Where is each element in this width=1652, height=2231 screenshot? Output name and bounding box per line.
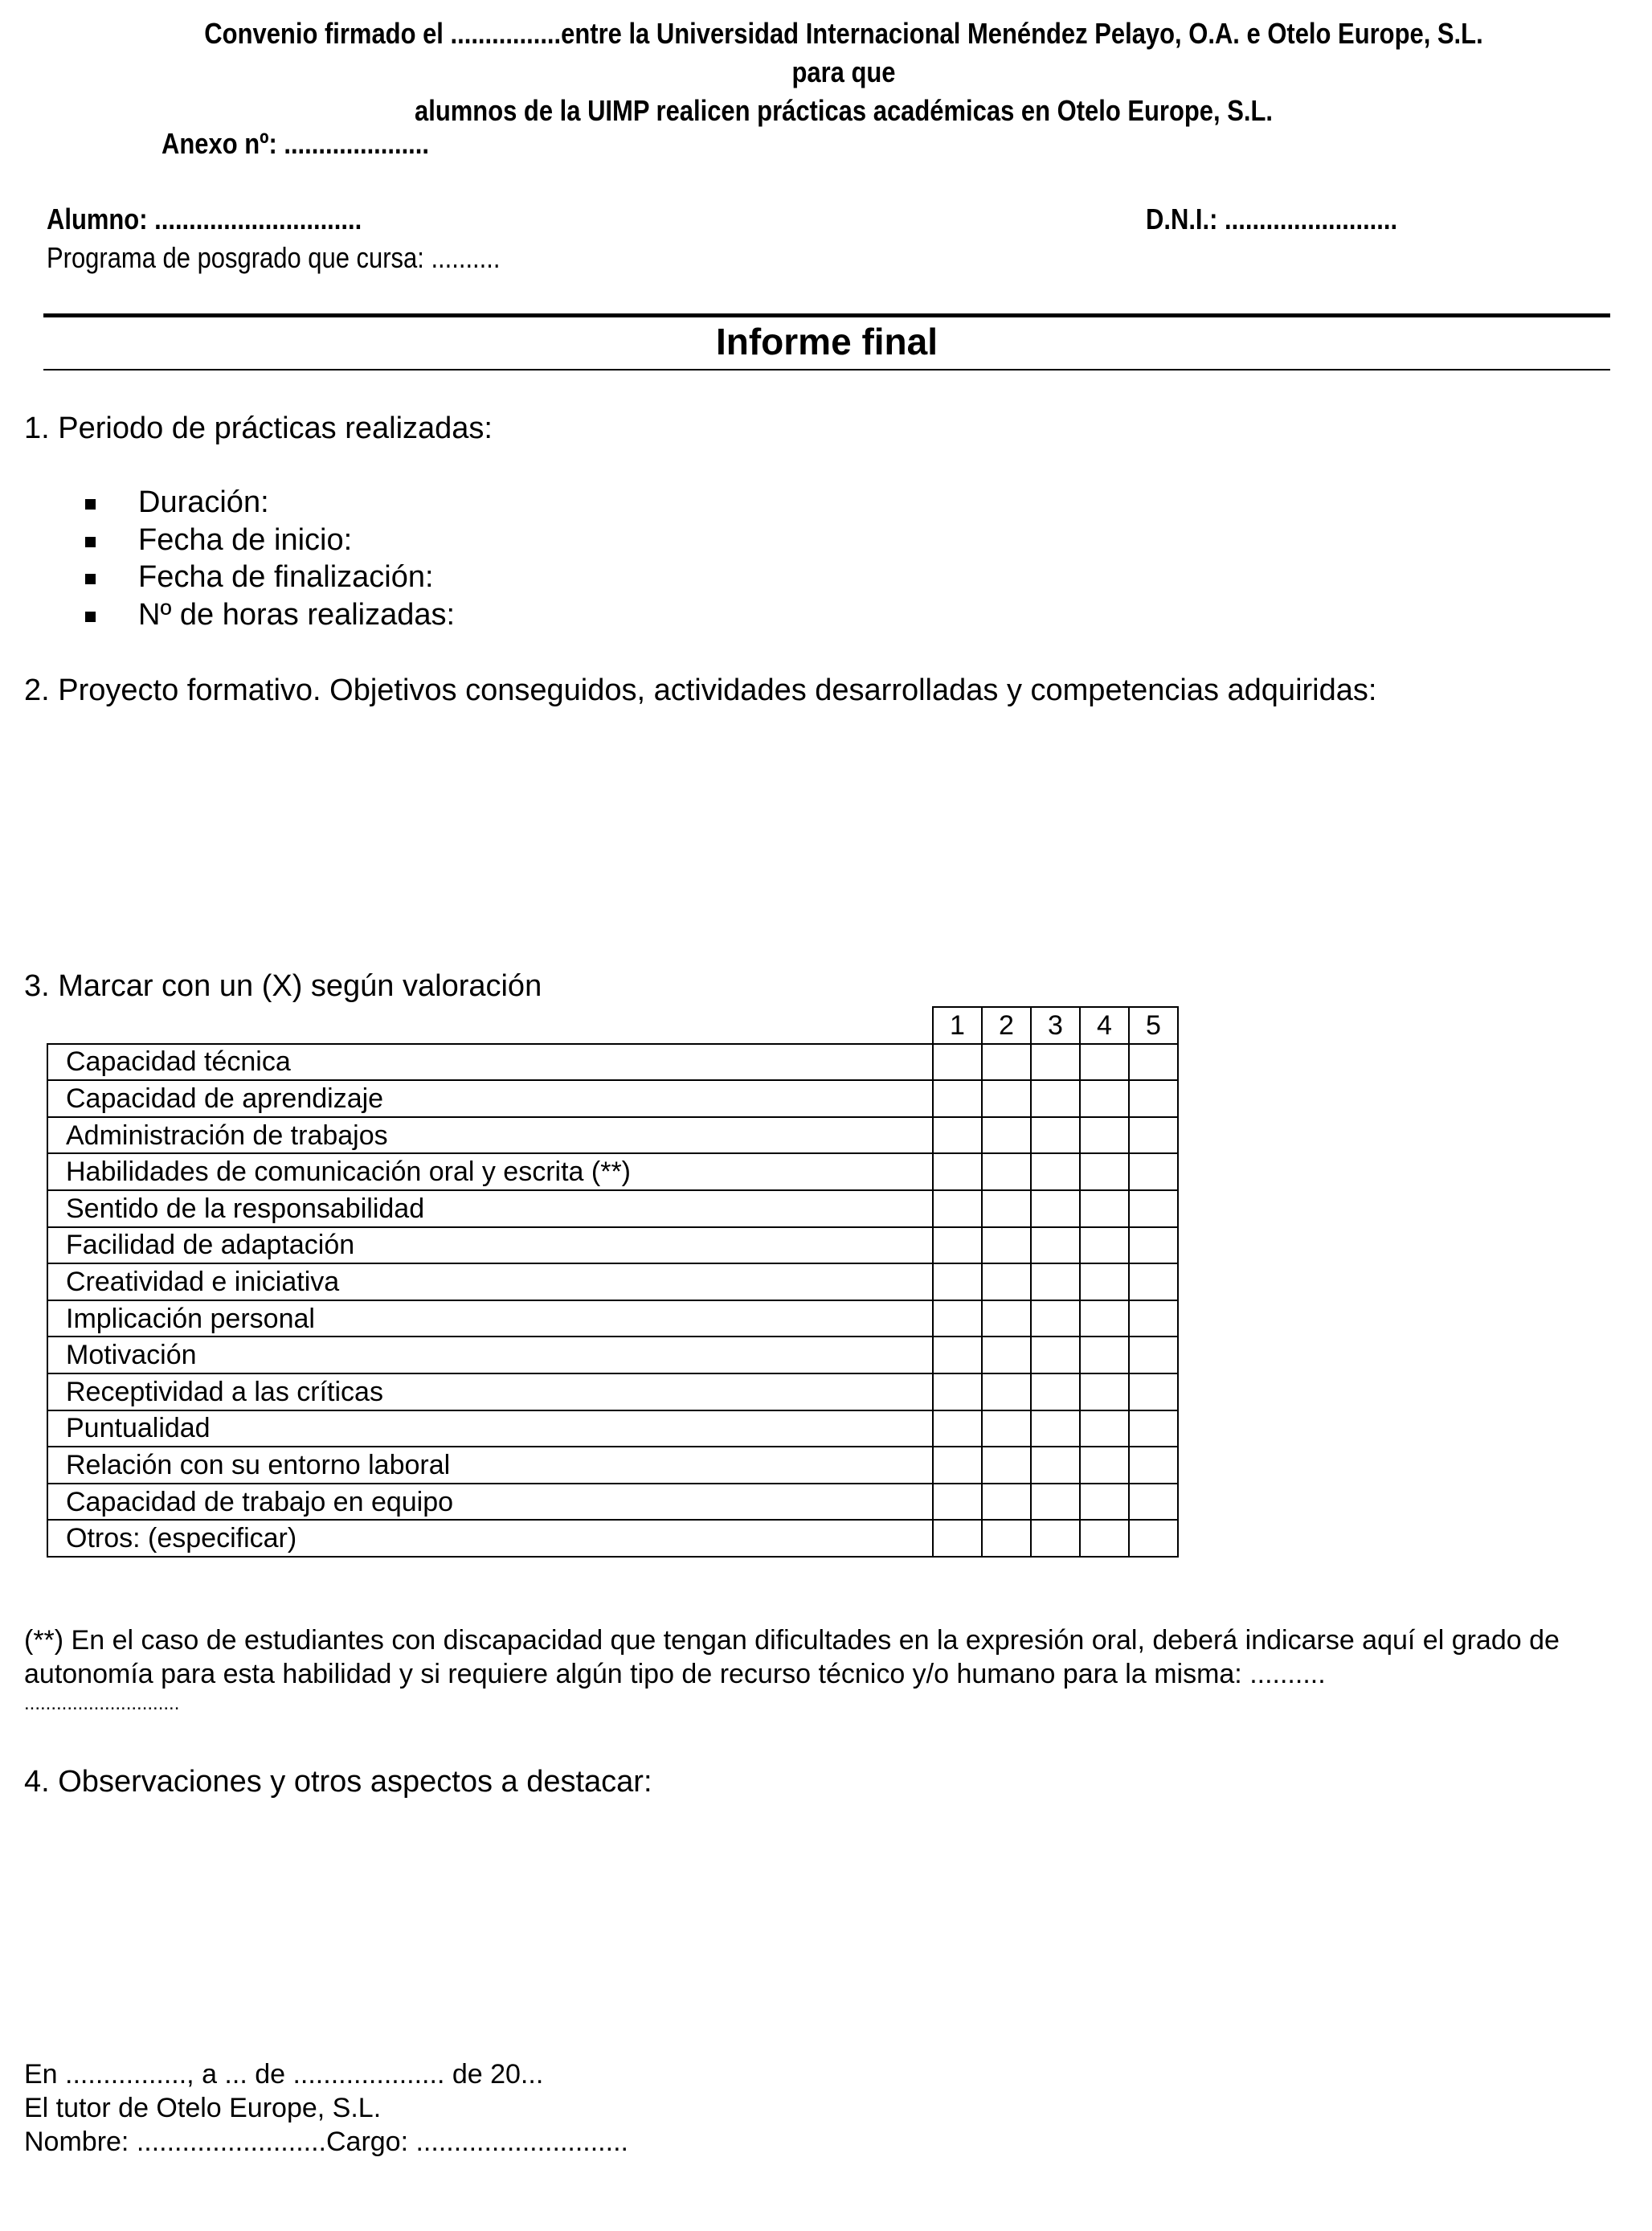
table-row: [47, 1080, 1178, 1117]
rating-cell[interactable]: [1080, 1410, 1129, 1447]
bullet-square-icon: [85, 499, 96, 510]
rating-cell[interactable]: [1080, 1227, 1129, 1264]
scale-header: 5: [1129, 1007, 1178, 1044]
table-row: [47, 1337, 1178, 1373]
rating-cell[interactable]: [933, 1080, 982, 1117]
rating-cell[interactable]: [1031, 1080, 1080, 1117]
rating-cell[interactable]: [982, 1044, 1031, 1081]
rating-cell[interactable]: [1080, 1484, 1129, 1521]
criterion-label: Motivación: [47, 1337, 933, 1373]
rating-cell[interactable]: [933, 1044, 982, 1081]
rating-cell[interactable]: [1031, 1227, 1080, 1264]
rating-cell[interactable]: [982, 1484, 1031, 1521]
rating-cell[interactable]: [1080, 1117, 1129, 1154]
rating-cell[interactable]: [933, 1337, 982, 1373]
rating-cell[interactable]: [982, 1447, 1031, 1484]
rating-cell[interactable]: [1080, 1337, 1129, 1373]
rating-cell[interactable]: [982, 1520, 1031, 1557]
scale-header: 3: [1031, 1007, 1080, 1044]
criterion-label: Otros: (especificar): [47, 1520, 933, 1557]
table-row: [47, 1520, 1178, 1557]
rating-cell[interactable]: [1129, 1080, 1178, 1117]
rating-cell[interactable]: [982, 1410, 1031, 1447]
rating-table: [47, 1006, 1179, 1558]
rating-cell[interactable]: [1031, 1153, 1080, 1190]
rating-cell[interactable]: [982, 1337, 1031, 1373]
rating-cell[interactable]: [982, 1153, 1031, 1190]
table-row: [47, 1300, 1178, 1337]
criterion-label: Capacidad de aprendizaje: [47, 1080, 933, 1117]
criterion-label: Capacidad técnica: [47, 1044, 933, 1081]
table-row: [47, 1044, 1178, 1081]
rating-cell[interactable]: [1129, 1190, 1178, 1227]
rating-cell[interactable]: [1129, 1410, 1178, 1447]
bullet-square-icon: [85, 612, 96, 622]
agreement-header-line1: Convenio firmado el ................entre la Universidad Internacional Menéndez Pelayo, O.A. e Otelo Europe, S.L. para que: [204, 17, 1483, 88]
rating-cell[interactable]: [933, 1410, 982, 1447]
section2-heading: 2. Proyecto formativo. Objetivos conseguidos, actividades desarrolladas y competencias adquiridas:: [24, 673, 1377, 707]
disability-note-line3: .............................: [24, 1693, 180, 1714]
table-row: [47, 1153, 1178, 1190]
program-field: Programa de posgrado que cursa: ..........: [47, 241, 501, 274]
criterion-label: Administración de trabajos: [47, 1117, 933, 1154]
list-item: Fecha de inicio:: [138, 523, 352, 558]
rating-cell[interactable]: [933, 1227, 982, 1264]
rating-cell[interactable]: [1080, 1263, 1129, 1300]
table-row: [47, 1484, 1178, 1521]
title-top-rule: [43, 313, 1610, 317]
rating-cell[interactable]: [1031, 1117, 1080, 1154]
rating-cell[interactable]: [1080, 1520, 1129, 1557]
rating-cell[interactable]: [1031, 1410, 1080, 1447]
rating-cell[interactable]: [1031, 1447, 1080, 1484]
rating-cell[interactable]: [1031, 1190, 1080, 1227]
rating-cell[interactable]: [1031, 1520, 1080, 1557]
rating-cell[interactable]: [933, 1484, 982, 1521]
annex-number: Anexo nº: .....................: [162, 127, 429, 160]
rating-cell[interactable]: [1031, 1484, 1080, 1521]
rating-cell[interactable]: [1129, 1300, 1178, 1337]
rating-cell[interactable]: [933, 1117, 982, 1154]
criterion-label: Creatividad e iniciativa: [47, 1263, 933, 1300]
agreement-header: [187, 14, 1500, 130]
section4-heading: 4. Observaciones y otros aspectos a destacar:: [24, 1765, 652, 1799]
rating-cell[interactable]: [1129, 1520, 1178, 1557]
rating-cell[interactable]: [982, 1117, 1031, 1154]
list-item: Duración:: [138, 485, 269, 520]
table-row: [47, 1227, 1178, 1264]
disability-note: [24, 1623, 1623, 1717]
place-date-line: En ................, a ... de .................... de 20...: [24, 2059, 544, 2090]
rating-cell[interactable]: [933, 1373, 982, 1410]
title-bottom-rule: [43, 369, 1610, 370]
criterion-label: Habilidades de comunicación oral y escrita (**): [47, 1153, 933, 1190]
bullet-square-icon: [85, 574, 96, 584]
criterion-label: Sentido de la responsabilidad: [47, 1190, 933, 1227]
rating-cell[interactable]: [1129, 1117, 1178, 1154]
section3-heading: 3. Marcar con un (X) según valoración: [24, 969, 542, 1003]
criterion-label: Puntualidad: [47, 1410, 933, 1447]
rating-cell[interactable]: [1080, 1190, 1129, 1227]
rating-cell[interactable]: [1031, 1373, 1080, 1410]
rating-cell[interactable]: [1129, 1153, 1178, 1190]
rating-cell[interactable]: [982, 1300, 1031, 1337]
scale-header: 4: [1080, 1007, 1129, 1044]
rating-cell[interactable]: [982, 1227, 1031, 1264]
disability-note-line1: (**) En el caso de estudiantes con discapacidad que tengan dificultades en la expresión oral, deberá indicarse aquí el grado de: [24, 1625, 1560, 1656]
name-role-line: Nombre: .........................Cargo: ............................: [24, 2127, 628, 2157]
rating-cell[interactable]: [1080, 1153, 1129, 1190]
criterion-label: Implicación personal: [47, 1300, 933, 1337]
rating-cell[interactable]: [1031, 1263, 1080, 1300]
rating-cell[interactable]: [933, 1263, 982, 1300]
rating-cell[interactable]: [1080, 1373, 1129, 1410]
rating-cell[interactable]: [1129, 1337, 1178, 1373]
rating-cell[interactable]: [1129, 1263, 1178, 1300]
rating-cell[interactable]: [982, 1373, 1031, 1410]
rating-cell[interactable]: [982, 1263, 1031, 1300]
criterion-label: Relación con su entorno laboral: [47, 1447, 933, 1484]
student-dni-field: D.N.I.: .........................: [1146, 203, 1398, 235]
rating-cell[interactable]: [933, 1153, 982, 1190]
page-title: Informe final: [715, 321, 938, 362]
rating-cell[interactable]: [982, 1190, 1031, 1227]
section1-heading: 1. Periodo de prácticas realizadas:: [24, 411, 493, 445]
signature-block: [24, 2057, 628, 2159]
table-row: [47, 1117, 1178, 1154]
rating-cell[interactable]: [1080, 1044, 1129, 1081]
rating-cell[interactable]: [1129, 1227, 1178, 1264]
scale-header: 1: [933, 1007, 982, 1044]
list-item: Fecha de finalización:: [138, 560, 434, 595]
rating-cell[interactable]: [1080, 1300, 1129, 1337]
rating-scale-row: [47, 1007, 1178, 1044]
scale-header: 2: [982, 1007, 1031, 1044]
agreement-header-line2: alumnos de la UIMP realicen prácticas académicas en Otelo Europe, S.L.: [415, 94, 1273, 127]
rating-cell[interactable]: [1080, 1447, 1129, 1484]
rating-cell[interactable]: [1031, 1044, 1080, 1081]
disability-note-line2: autonomía para esta habilidad y si requiere algún tipo de recurso técnico y/o humano para la misma: ..........: [24, 1659, 1326, 1689]
list-item: Nº de horas realizadas:: [138, 598, 455, 632]
rating-cell[interactable]: [1031, 1300, 1080, 1337]
table-row: [47, 1410, 1178, 1447]
tutor-line: El tutor de Otelo Europe, S.L.: [24, 2093, 382, 2123]
student-name-field: Alumno: ..............................: [47, 203, 362, 235]
criterion-label: Receptividad a las críticas: [47, 1373, 933, 1410]
rating-cell[interactable]: [1129, 1484, 1178, 1521]
rating-cell[interactable]: [933, 1520, 982, 1557]
rating-cell[interactable]: [1080, 1080, 1129, 1117]
rating-cell[interactable]: [1129, 1373, 1178, 1410]
rating-cell[interactable]: [933, 1447, 982, 1484]
rating-cell[interactable]: [933, 1190, 982, 1227]
rating-cell[interactable]: [1031, 1337, 1080, 1373]
criterion-label: Facilidad de adaptación: [47, 1227, 933, 1264]
rating-cell[interactable]: [933, 1300, 982, 1337]
rating-cell[interactable]: [1129, 1447, 1178, 1484]
table-row: [47, 1190, 1178, 1227]
rating-cell[interactable]: [982, 1080, 1031, 1117]
bullet-square-icon: [85, 537, 96, 547]
table-row: [47, 1373, 1178, 1410]
rating-cell[interactable]: [1129, 1044, 1178, 1081]
table-row: [47, 1263, 1178, 1300]
criterion-label: Capacidad de trabajo en equipo: [47, 1484, 933, 1521]
table-row: [47, 1447, 1178, 1484]
